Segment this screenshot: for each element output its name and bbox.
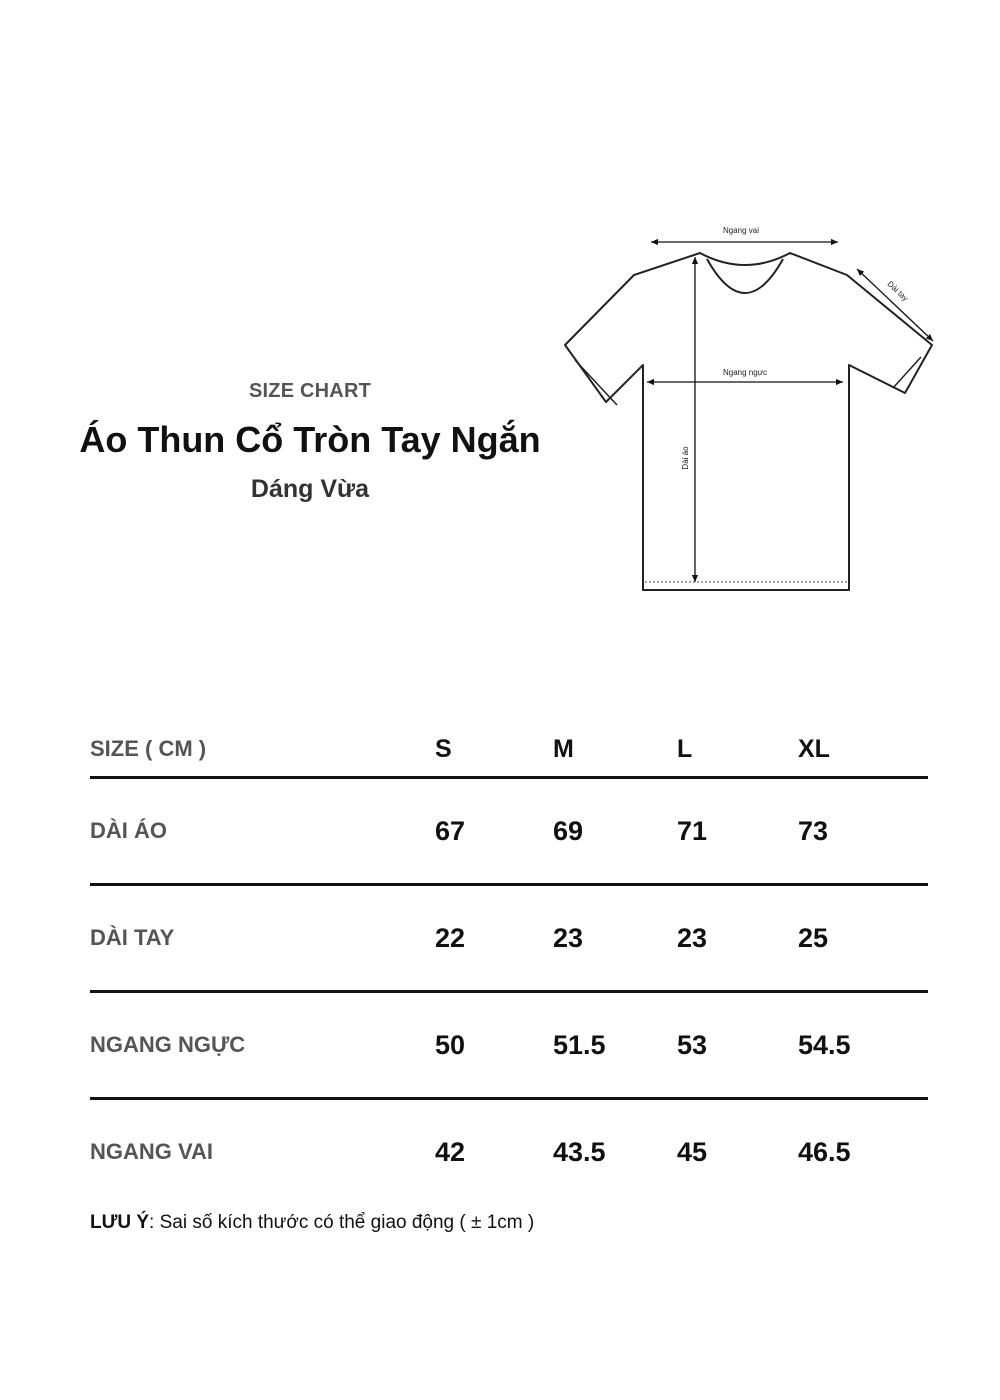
table-row bbox=[90, 778, 928, 885]
chest-label: Ngang ngực bbox=[722, 368, 768, 377]
table-cell: 23 bbox=[553, 885, 677, 992]
sleeve-arrow bbox=[857, 269, 933, 341]
size-table bbox=[90, 722, 928, 1204]
row-label-ngang-nguc: NGANG NGỰC bbox=[90, 992, 435, 1099]
tolerance-note bbox=[90, 1212, 534, 1234]
table-cell: 51.5 bbox=[553, 992, 677, 1099]
row-label-dai-ao: DÀI ÁO bbox=[90, 778, 435, 885]
tshirt-measurement-diagram bbox=[555, 215, 945, 605]
table-cell: 53 bbox=[677, 992, 798, 1099]
row-label-ngang-vai: NGANG VAI bbox=[90, 1139, 214, 1164]
left-sleeve-hem bbox=[575, 360, 617, 405]
product-fit: Dáng Vừa bbox=[250, 475, 370, 503]
size-header-xl: XL bbox=[798, 722, 928, 778]
tshirt-outline bbox=[565, 253, 932, 590]
table-cell: 50 bbox=[435, 992, 553, 1099]
table-cell: 46.5 bbox=[798, 1136, 851, 1167]
table-cell: 45 bbox=[677, 1136, 708, 1167]
size-header-m: M bbox=[553, 722, 677, 778]
table-cell: 67 bbox=[435, 778, 553, 885]
table-cell: 25 bbox=[798, 885, 928, 992]
size-chart-eyebrow: SIZE CHART bbox=[249, 380, 371, 402]
table-cell: 43.5 bbox=[553, 1136, 606, 1167]
table-cell: 23 bbox=[677, 885, 798, 992]
table-row bbox=[90, 885, 928, 992]
shoulder-label: Ngang vai bbox=[722, 226, 760, 235]
table-cell: 22 bbox=[435, 885, 553, 992]
size-table-header bbox=[90, 722, 928, 778]
table-cell: 69 bbox=[553, 778, 677, 885]
size-header-s: S bbox=[435, 722, 553, 778]
tshirt-diagram bbox=[555, 215, 945, 605]
note-label: LƯU Ý bbox=[90, 1212, 150, 1233]
table-cell: 54.5 bbox=[798, 992, 928, 1099]
size-header-l: L bbox=[677, 722, 798, 778]
product-title: Áo Thun Cổ Tròn Tay Ngắn bbox=[79, 419, 541, 460]
sleeve-label: Dài tay bbox=[885, 279, 910, 303]
row-label-dai-tay: DÀI TAY bbox=[90, 885, 435, 992]
table-row bbox=[90, 1099, 928, 1205]
table-cell: 73 bbox=[798, 778, 928, 885]
title-block bbox=[40, 380, 580, 504]
table-cell: 42 bbox=[435, 1136, 466, 1167]
table-row bbox=[90, 992, 928, 1099]
length-label: Dài áo bbox=[681, 446, 690, 470]
note-text: : Sai số kích thước có thể giao động ( ± 1cm ) bbox=[149, 1212, 535, 1233]
size-unit-header: SIZE ( CM ) bbox=[90, 722, 435, 778]
table-cell: 71 bbox=[677, 778, 798, 885]
